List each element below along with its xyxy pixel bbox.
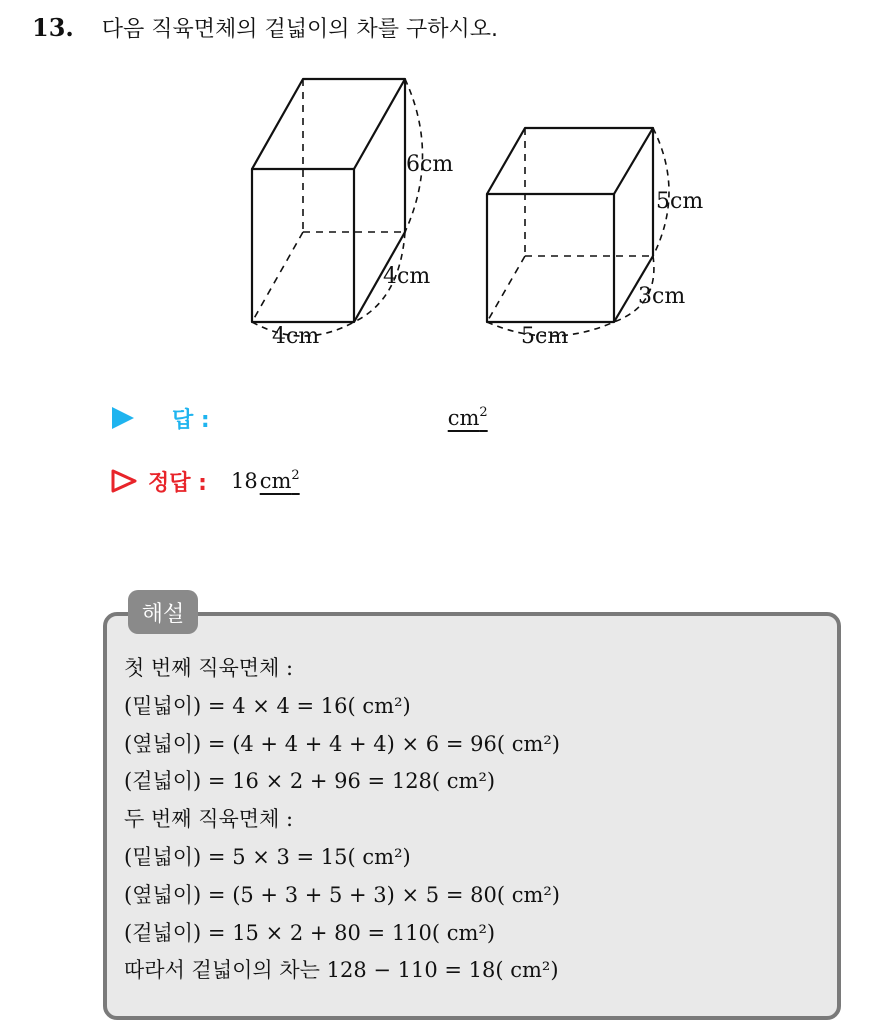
- cuboid-1-top-edges: [252, 79, 405, 169]
- cuboid-2-front-face: [487, 194, 614, 322]
- cuboid-1-dimension-arcs: [252, 79, 423, 336]
- answer-unit: $cm^2$: [447, 405, 488, 430]
- cuboids-figure: [0, 0, 884, 370]
- explanation-line: 첫 번째 직육면체 :: [124, 656, 294, 680]
- outline-triangle-icon: [110, 468, 138, 494]
- question-number: 13.: [32, 13, 74, 42]
- answer-label: 답 :: [172, 407, 210, 433]
- correct-answer-row: [110, 463, 300, 499]
- cuboid-1-front-face: [252, 169, 354, 322]
- cuboid-2-height-label: 5cm: [656, 189, 704, 214]
- cuboid-2-top-edges: [487, 128, 653, 194]
- explanation-line: 따라서 겉넓이의 차는 128 − 110 = 18( cm²): [124, 958, 559, 983]
- answer-blank[interactable]: [210, 404, 448, 432]
- cuboid-2-depth-label: 3cm: [638, 284, 686, 309]
- explanation-line: (옆넓이) = (4 + 4 + 4 + 4) × 6 = 96( cm²): [124, 731, 560, 756]
- cuboid-1-height-label: 6cm: [406, 152, 454, 177]
- answer-row: [110, 400, 488, 436]
- explanation-line: (옆넓이) = (5 + 3 + 5 + 3) × 5 = 80( cm²): [124, 882, 560, 907]
- explanation-line: (밑넓이) = 4 × 4 = 16( cm²): [124, 693, 411, 718]
- cuboid-1-width-label: 4cm: [272, 324, 320, 349]
- question-text: 다음 직육면체의 겉넓이의 차를 구하시오.: [101, 17, 499, 42]
- correct-answer-unit: $cm^2$: [259, 468, 300, 493]
- explanation-line: 두 번째 직육면체 :: [124, 807, 294, 832]
- cuboid-2-width-label: 5cm: [521, 324, 569, 349]
- cuboid-1-depth-label: 4cm: [383, 264, 431, 289]
- correct-answer-label: 정답 :: [148, 470, 207, 496]
- explanation-line: (겉넓이) = 16 × 2 + 96 = 128( cm²): [124, 769, 496, 794]
- explanation-line: (밑넓이) = 5 × 3 = 15( cm²): [124, 844, 411, 869]
- correct-answer-value: 18: [230, 469, 258, 493]
- cuboid-1: [252, 79, 423, 336]
- filled-triangle-icon: [110, 405, 136, 431]
- explanation-line: (겉넓이) = 15 × 2 + 80 = 110( cm²): [124, 920, 496, 945]
- explanation-content: [124, 650, 560, 990]
- cuboid-2-hidden-edges: [487, 128, 653, 322]
- explanation-tab: 해설: [128, 590, 198, 634]
